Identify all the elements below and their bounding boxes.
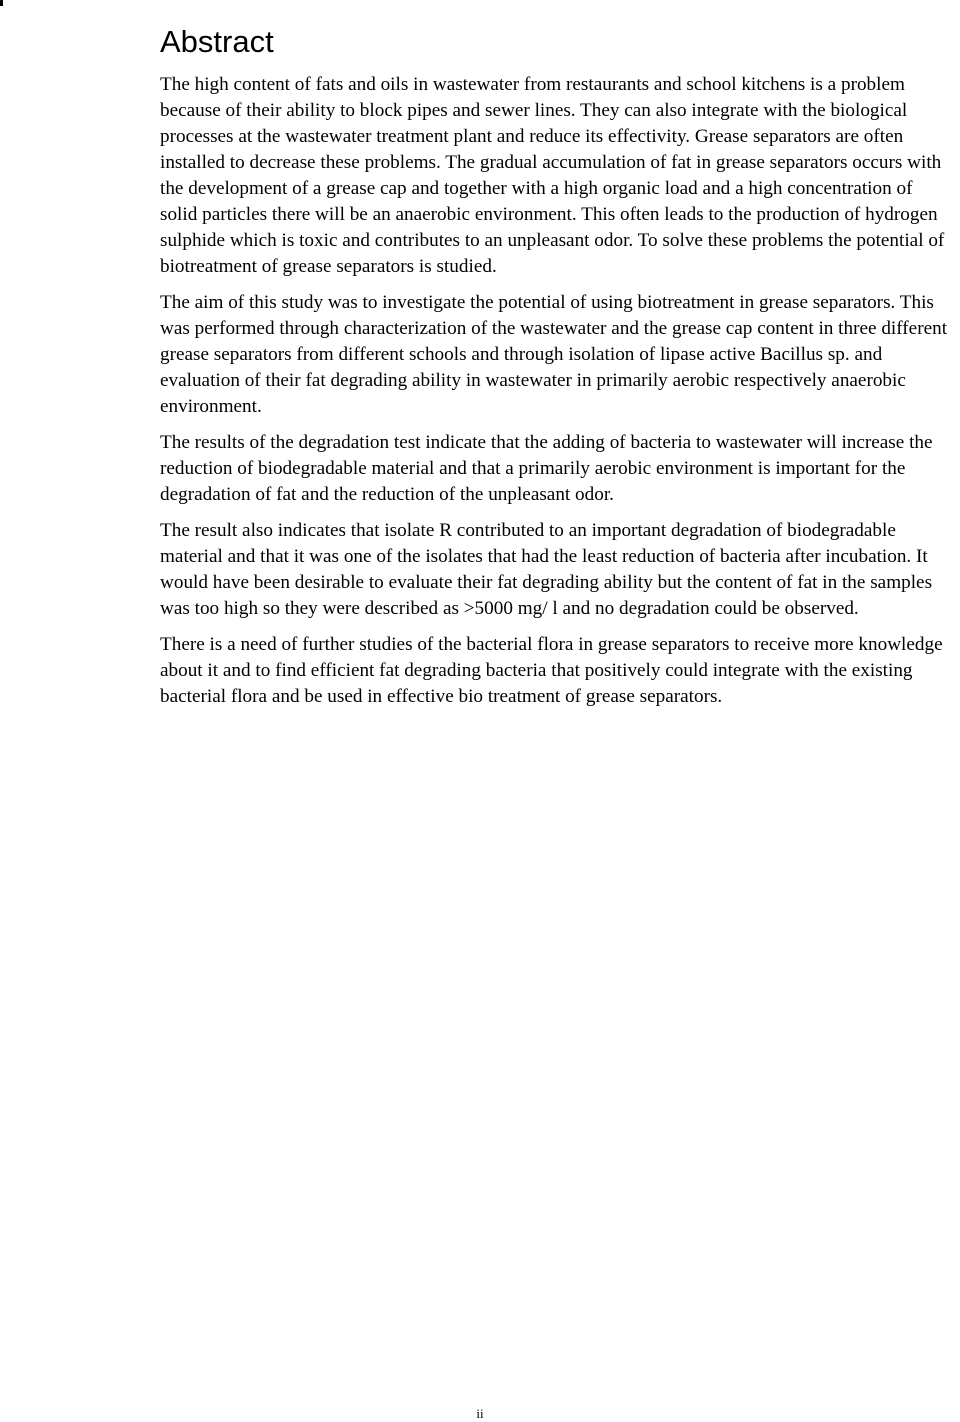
abstract-paragraph-4: The result also indicates that isolate R contributed to an important degradation of biodegradable material and that it was one of the isolates that had the least reduction of bacteria after incubation. It would have been desirable to evaluate their fat degrading ability but the content of fat in the samples was too high so they were described as >5000 mg/ l and no degradation could be observed. xyxy=(160,520,933,619)
abstract-paragraph-1: The high content of fats and oils in wastewater from restaurants and school kitchens is a problem because of their ability to block pipes and sewer lines. They can also integrate with the biological processes at the wastewater treatment plant and reduce its effectivity. Grease separators are often installed to decrease these problems. The gradual accumulation of fat in grease separators occurs with the development of a grease cap and together with a high organic load and a high concentration of solid particles there will be an anaerobic environment. This often leads to the production of hydrogen sulphide which is toxic and contributes to an unpleasant odor. To solve these problems the potential of biotreatment of grease separators is studied. xyxy=(160,74,945,277)
scan-edge-mark xyxy=(0,0,3,6)
abstract-paragraph-5: There is a need of further studies of the bacterial flora in grease separators to receive more knowledge about it and to find efficient fat degrading bacteria that positively could integrate with the existing bacterial flora and be used in effective bio treatment of grease separators. xyxy=(160,634,943,707)
abstract-paragraph-2: The aim of this study was to investigate the potential of using biotreatment in grease separators. This was performed through characterization of the wastewater and the grease cap content in three different grease separators from different schools and through isolation of lipase active Bacillus sp. and evaluation of their fat degrading ability in wastewater in primarily aerobic respectively anaerobic environment. xyxy=(160,292,948,417)
abstract-paragraph-3: The results of the degradation test indicate that the adding of bacteria to wastewater will increase the reduction of biodegradable material and that a primarily aerobic environment is important for the degradation of fat and the reduction of the unpleasant odor. xyxy=(160,432,933,505)
page-number: ii xyxy=(476,1406,484,1421)
abstract-body xyxy=(160,72,952,720)
section-heading: Abstract xyxy=(160,24,274,59)
